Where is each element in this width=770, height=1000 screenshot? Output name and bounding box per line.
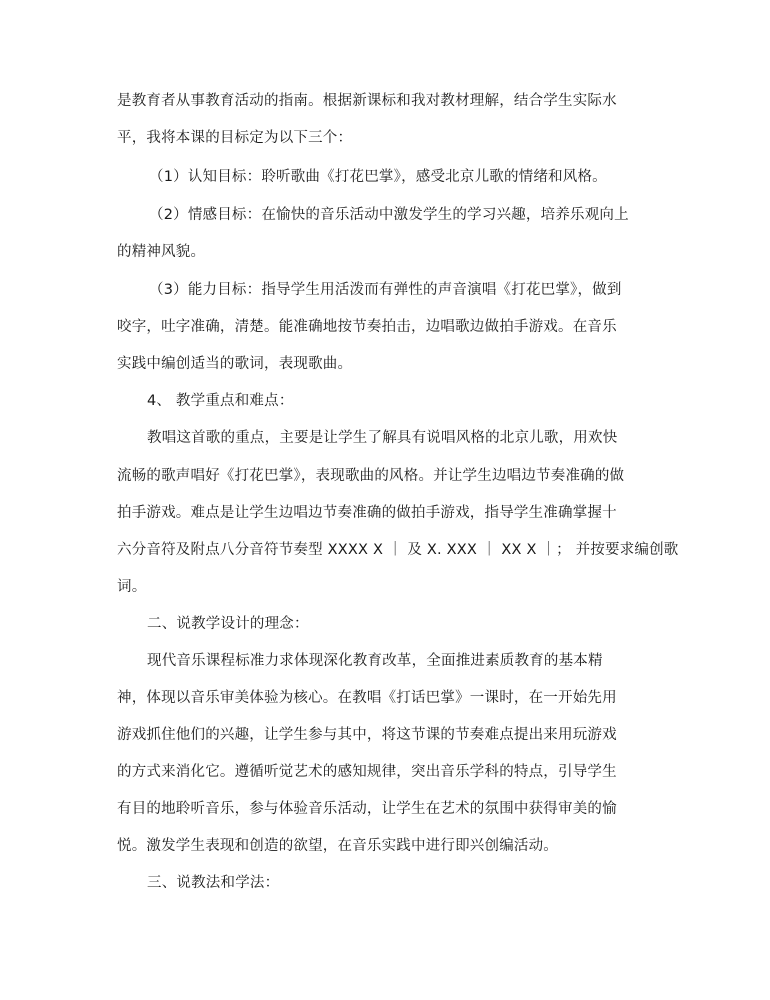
text-line: 流畅的歌声唱好《打花巴掌》，表现歌曲的风格。并让学生边唱边节奏准确的做 [117, 468, 625, 484]
paragraph-start: 现代音乐课程标准力求体现深化教育改革，全面推进素质教育的基本精 [147, 653, 603, 669]
text-line: 神，体现以音乐审美体验为核心。在教唱《打话巴掌》一课时，在一开始先用 [117, 690, 617, 706]
text-line: 有目的地聆听音乐，参与体验音乐活动，让学生在艺术的氛围中获得审美的愉 [117, 801, 617, 817]
goal-item: （2）情感目标：在愉快的音乐活动中激发学生的学习兴趣，培养乐观向上 [149, 207, 629, 223]
paragraph-start: 教唱这首歌的重点，主要是让学生了解具有说唱风格的北京儿歌，用欢快 [147, 430, 618, 446]
section-heading: 4、 教学重点和难点： [147, 393, 294, 409]
section-heading: 二、说教学设计的理念： [147, 616, 309, 632]
goal-item: （3）能力目标：指导学生用活泼而有弹性的声音演唱《打花巴掌》，做到 [149, 282, 622, 298]
text-line: 的方式来消化它。遵循听觉艺术的感知规律，突出音乐学科的特点，引导学生 [117, 764, 617, 780]
text-line: 悦。激发学生表现和创造的欲望，在音乐实践中进行即兴创编活动。 [117, 838, 558, 854]
text-line: 六分音符及附点八分音符节奏型 XXXX X ｜ 及 X. XXX ｜ XX X ｜； 并按要求编创歌 [117, 542, 679, 558]
text-line: 平，我将本课的目标定为以下三个： [117, 130, 353, 146]
text-line: 咬字，吐字准确，清楚。能准确地按节奏拍击，边唱歌边做拍手游戏。在音乐 [117, 319, 617, 335]
text-line: 拍手游戏。难点是让学生边唱边节奏准确的做拍手游戏，指导学生准确掌握十 [117, 505, 617, 521]
text-line: 实践中编创适当的歌词，表现歌曲。 [117, 356, 353, 372]
section-heading: 三、说教法和学法： [147, 875, 280, 891]
text-line: 的精神风貌。 [117, 244, 206, 260]
text-line: 是教育者从事教育活动的指南。根据新课标和我对教材理解，结合学生实际水 [117, 93, 617, 109]
goal-item: （1）认知目标：聆听歌曲《打花巴掌》，感受北京儿歌的情绪和风格。 [149, 169, 607, 185]
text-line: 词。 [117, 579, 147, 595]
text-line: 游戏抓住他们的兴趣，让学生参与其中，将这节课的节奏难点提出来用玩游戏 [117, 727, 617, 743]
